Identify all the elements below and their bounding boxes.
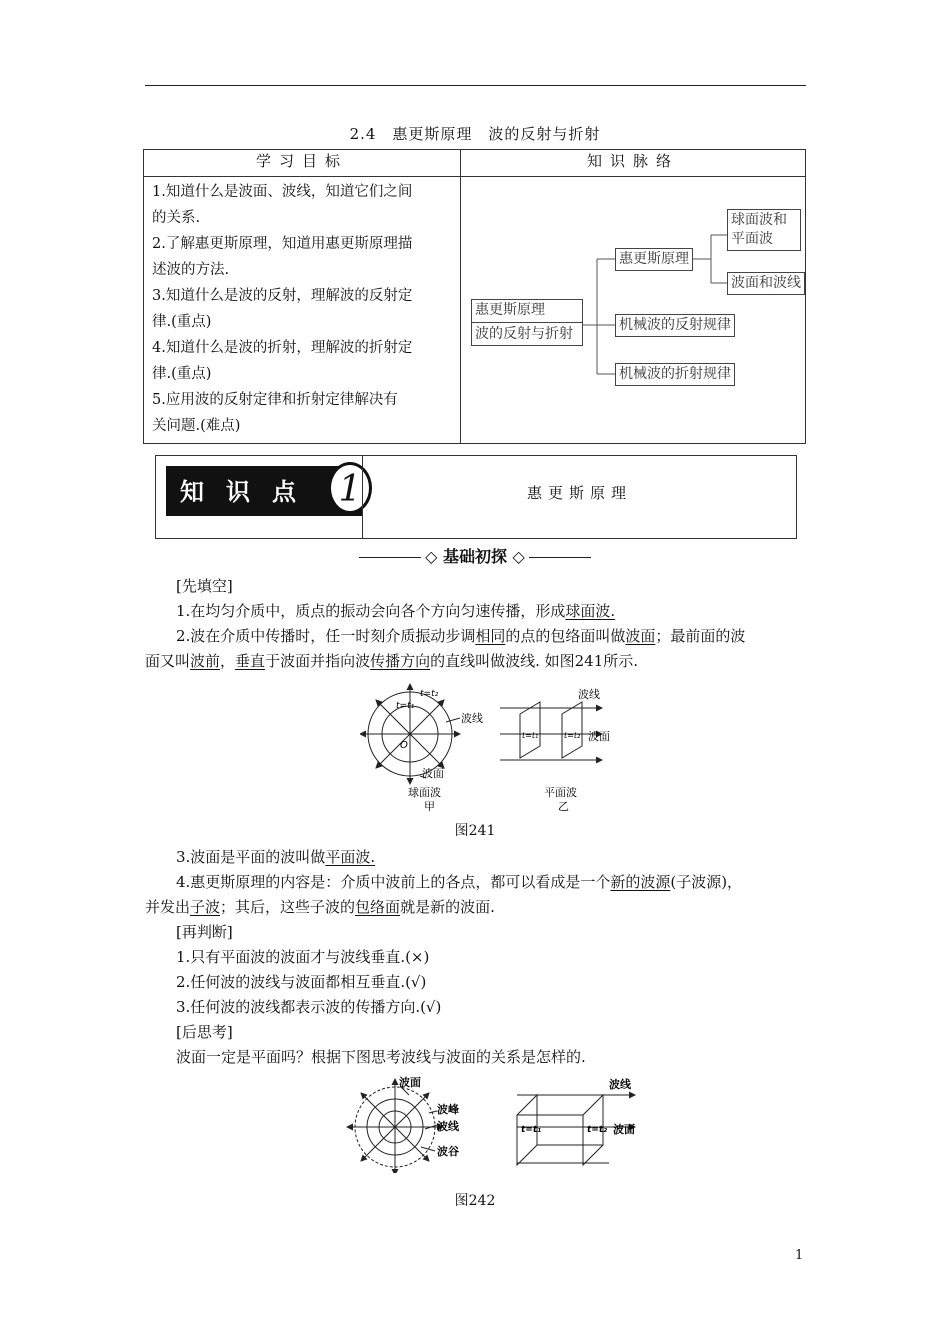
fill-item-3: 3.波面是平面的波叫做平面波.	[176, 848, 376, 866]
objective-line: 述波的方法.	[152, 262, 230, 278]
plane-wave-diagram	[500, 702, 602, 760]
figure-241-caption: 图241	[454, 823, 496, 839]
answer-propagation-direction: 传播方向	[370, 652, 431, 670]
judge-item-2: 2.任何波的波线与波面都相互垂直.(√)	[176, 973, 427, 991]
fig1-spherical-label: 球面波	[408, 786, 441, 799]
answer-wavelet: 子波	[190, 898, 221, 916]
mindmap-branch-reflection: 机械波的反射规律	[615, 314, 735, 337]
fig1-plane-front-label: 波面	[588, 730, 610, 743]
fig2-trough-label: 波谷	[437, 1145, 459, 1158]
knowledge-point-number: 1	[328, 462, 372, 514]
answer-spherical-wave: 球面波.	[565, 602, 616, 620]
answer-plane-wave: 平面波.	[325, 848, 376, 866]
fill-heading: [先填空]	[176, 577, 233, 595]
think-question: 波面一定是平面吗？根据下图思考波线与波面的关系是怎样的.	[176, 1048, 586, 1066]
fig2-plane-wave-line-label: 波线	[609, 1078, 631, 1091]
mindmap-sub-wavefront-ray: 波面和波线	[727, 272, 805, 295]
fill-item-2-cont: 面又叫波前，垂直于波面并指向波传播方向的直线叫做波线. 如图241所示.	[145, 652, 639, 670]
fig2-crest-label: 波峰	[437, 1103, 459, 1116]
fig1-t1-label: t=t₁	[396, 701, 415, 711]
fig1-plane-wave-line-label: 波线	[578, 688, 600, 701]
knowledge-mindmap	[461, 177, 805, 429]
answer-wave-front: 波前	[190, 652, 221, 670]
section-heading	[0, 544, 950, 567]
knowledge-map-header: 知识脉络	[461, 150, 806, 177]
judge-item-3: 3.任何波的波线都表示波的传播方向.(√)	[176, 998, 442, 1016]
fig1-plane-sub: 乙	[558, 800, 569, 813]
fig1-plane-t1-label: t=t₁	[522, 731, 539, 740]
objective-line: 关问题.(难点)	[152, 418, 241, 434]
objective-line: 律.(重点)	[152, 314, 212, 330]
figure-241	[360, 682, 620, 817]
objective-line: 1.知道什么是波面、波线，知道它们之间	[152, 184, 413, 200]
objective-line: 5.应用波的反射定律和折射定律解决有	[152, 392, 398, 408]
mindmap-root-line: 波的反射与折射	[472, 322, 582, 344]
fig1-t2-label: t=t₂	[420, 689, 439, 699]
figure-242	[345, 1073, 645, 1173]
objective-line: 律.(重点)	[152, 366, 212, 382]
think-heading: [后思考]	[176, 1023, 233, 1041]
fill-section	[145, 574, 805, 674]
fill-item-4: 4.惠更斯原理的内容是：介质中波前上的各点，都可以看成是一个新的波源(子波源)，	[176, 873, 743, 891]
objective-line: 2.了解惠更斯原理，知道用惠更斯原理描	[152, 236, 413, 252]
knowledge-point-text: 知识点	[180, 478, 318, 506]
fig2-t1-label: t=t₁	[521, 1125, 542, 1135]
fill-section-2	[145, 845, 805, 1070]
mindmap-sub-spherical-plane	[727, 209, 801, 251]
judge-heading: [再判断]	[176, 923, 233, 941]
mindmap-sub-line: 平面波	[731, 231, 773, 247]
spherical-wave-diagram	[360, 684, 460, 784]
objective-line: 4.知道什么是波的折射，理解波的折射定	[152, 340, 413, 356]
fig2-wave-front-label: 波面	[399, 1076, 421, 1089]
fig1-plane-label: 平面波	[544, 786, 577, 799]
objectives-header: 学习目标	[144, 150, 461, 177]
mindmap-sub-line: 球面波和	[731, 212, 787, 228]
fill-item-4-cont: 并发出子波；其后，这些子波的包络面就是新的波面.	[145, 898, 495, 916]
objective-line: 3.知道什么是波的反射，理解波的反射定	[152, 288, 413, 304]
mindmap-root-line: 惠更斯原理	[475, 302, 545, 318]
page-title: 2.4 惠更斯原理 波的反射与折射	[349, 125, 601, 143]
mindmap-branch-huygens: 惠更斯原理	[615, 248, 693, 271]
objective-line: 的关系.	[152, 210, 201, 226]
fill-item-1: 1.在均匀介质中，质点的振动会向各个方向匀速传播，形成球面波.	[176, 602, 616, 620]
header-rule	[145, 85, 806, 86]
mindmap-root	[471, 299, 583, 346]
fig2-wave-line-label: 波线	[437, 1120, 459, 1133]
answer-wavefront: 波面	[625, 627, 656, 645]
mindmap-branch-refraction: 机械波的折射规律	[615, 363, 735, 386]
objectives-cell	[144, 177, 461, 444]
fig1-wave-line-label: 波线	[461, 712, 483, 725]
mindmap-cell	[461, 177, 806, 444]
answer-envelope: 包络面	[355, 898, 401, 916]
fig1-wave-front-label: 波面	[422, 767, 444, 780]
fig1-plane-t2-label: t=t₂	[564, 731, 581, 740]
knowledge-point-topic: 惠更斯原理	[362, 456, 796, 538]
section-heading-text: ◇ 基础初探 ◇	[425, 547, 525, 566]
fig1-spherical-sub: 甲	[424, 800, 435, 813]
page-number: 1	[795, 1248, 804, 1263]
fig2-plane-front-label: 波面	[613, 1123, 635, 1136]
answer-perpendicular: 垂直	[235, 652, 266, 670]
fig2-t2-label: t=t₂	[587, 1125, 608, 1135]
knowledge-point-banner	[155, 455, 797, 539]
spherical-wave-diagram-2	[347, 1079, 443, 1173]
fill-item-2: 2.波在介质中传播时，任一时刻介质振动步调相同的点的包络面叫做波面；最前面的波	[176, 627, 746, 645]
objectives-table	[143, 149, 806, 444]
fig1-origin-label: O	[400, 740, 408, 751]
answer-same: 相同	[475, 627, 506, 645]
heading-rule-right	[529, 557, 591, 558]
judge-item-1: 1.只有平面波的波面才与波线垂直.(×)	[176, 948, 430, 966]
figure-242-caption: 图242	[454, 1193, 496, 1209]
answer-new-source: 新的波源	[610, 873, 671, 891]
heading-rule-left	[359, 557, 421, 558]
